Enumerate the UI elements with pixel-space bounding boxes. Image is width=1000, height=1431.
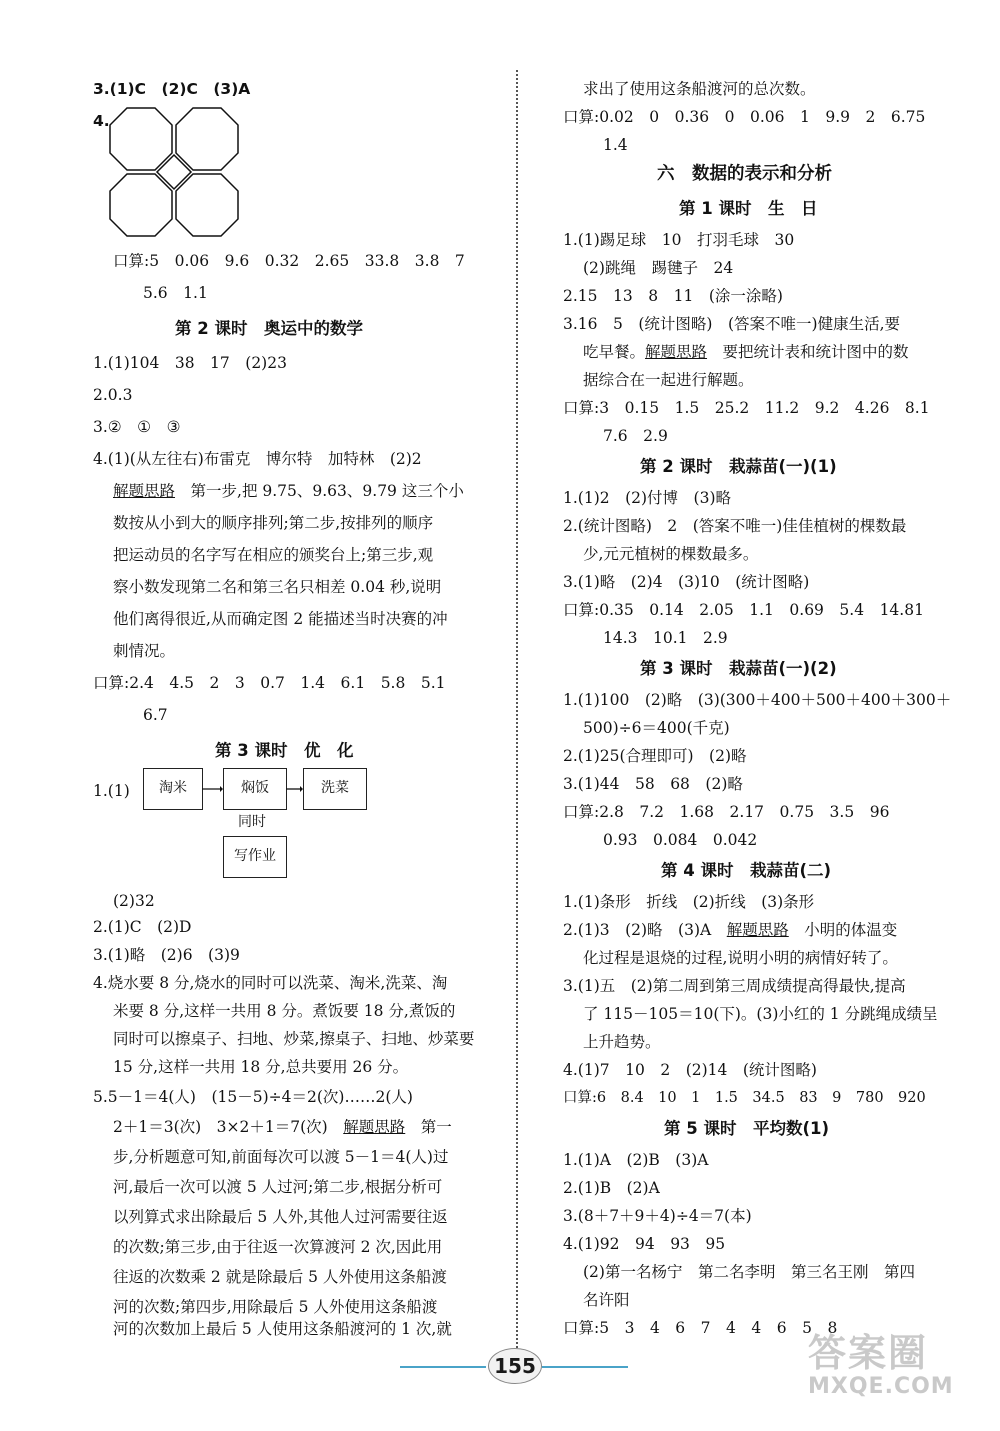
l3-q5-line2 (113, 1116, 452, 1138)
r3-oral-b: 0.93 0.084 0.042 (603, 831, 758, 849)
flow-arrows (200, 780, 310, 800)
l3-q4-line1: 4.烧水要 8 分,烧水的同时可以洗菜、淘米,洗菜、淘 (93, 974, 448, 992)
unit-6-title: 六 数据的表示和分析 (657, 164, 832, 184)
hint-text: 小明的体温变 (804, 921, 898, 939)
lesson-3-title: 第 3 课时 优 化 (215, 741, 354, 760)
l3-q5-line3: 步,分析题意可知,前面每次可以渡 5－1＝4(人)过 (113, 1148, 449, 1166)
r2-q2a: 2.(统计图略) 2 (答案不唯一)佳佳植树的棵数最 (563, 517, 907, 535)
r4-q2-text: 2.(1)3 (2)略 (3)A (563, 921, 712, 939)
r3-q2: 2.(1)25(合理即可) (2)略 (563, 747, 747, 765)
l3-q2: 2.(1)C (2)D (93, 918, 192, 936)
l2-hint-line1 (113, 480, 464, 502)
r2-q1: 1.(1)2 (2)付博 (3)略 (563, 489, 732, 507)
r-oral-0b: 1.4 (603, 136, 628, 154)
watermark-logo (808, 1332, 954, 1400)
l3-q5-line5: 以列算式求出除最后 5 人外,其他人过河需要往返 (113, 1208, 448, 1226)
l2-hint-line3: 把运动员的名字写在相应的颁奖台上;第三步,观 (113, 546, 434, 564)
l3-q5-calc: 2＋1＝3(次) 3×2＋1＝7(次) (113, 1118, 328, 1136)
r1-q3c: 据综合在一起进行解题。 (583, 371, 754, 389)
l2-q1: 1.(1)104 38 17 (2)23 (93, 354, 287, 372)
footer-line-left (400, 1366, 486, 1368)
flow-box-cook-rice: 焖饭 (223, 768, 287, 810)
r4-oral: 口算:6 8.4 10 1 1.5 34.5 83 9 780 920 (563, 1090, 926, 1106)
r4-q3b: 了 115－105＝10(下)。(3)小红的 1 分跳绳成绩呈 (583, 1005, 938, 1023)
hint-text: 要把统计表和统计图中的数 (722, 343, 909, 361)
oral-calc-2b: 6.7 (143, 706, 168, 724)
r5-oral: 口算:5 3 4 6 7 4 4 6 5 8 (563, 1319, 838, 1337)
r2-q2b: 少,元元植树的棵数最多。 (583, 545, 759, 563)
flow-box-wash-rice: 淘米 (143, 768, 203, 810)
l2-q4: 4.(1)(从左往右)布雷克 博尔特 加特林 (2)2 (93, 450, 422, 468)
column-divider (516, 70, 518, 1360)
r3-q1b: 500)÷6＝400(千克) (583, 719, 730, 737)
l2-hint-line5: 他们离得很近,从而确定图 2 能描述当时决赛的冲 (113, 610, 448, 628)
r-lesson-2-title: 第 2 课时 栽蒜苗(一)(1) (640, 457, 837, 476)
r5-q4c: 名许阳 (583, 1291, 630, 1309)
r3-oral-a: 口算:2.8 7.2 1.68 2.17 0.75 3.5 96 (563, 803, 890, 821)
r2-q3: 3.(1)略 (2)4 (3)10 (统计图略) (563, 573, 810, 591)
r1-oral-a: 口算:3 0.15 1.5 25.2 11.2 9.2 4.26 8.1 (563, 399, 930, 417)
l3-q5-line6: 的次数;第三步,由于往返一次算渡河 2 次,因此用 (113, 1238, 443, 1256)
watermark-line1: 答案圈 (808, 1331, 929, 1375)
r3-q3: 3.(1)44 58 68 (2)略 (563, 775, 743, 793)
hint-label: 解题思路 (726, 921, 789, 939)
r4-q3a: 3.(1)五 (2)第二周到第三周成绩提高得最快,提高 (563, 977, 906, 995)
flow-same-time-label: 同时 (238, 814, 266, 830)
r5-q1: 1.(1)A (2)B (3)A (563, 1151, 709, 1169)
r5-q2: 2.(1)B (2)A (563, 1179, 660, 1197)
footer-line-right (542, 1366, 628, 1368)
r4-q3c: 上升趋势。 (583, 1033, 661, 1051)
l3-q5-line9: 河的次数加上最后 5 人使用这条船渡河的 1 次,就 (113, 1320, 452, 1338)
l2-hint-line2: 数按从小到大的顺序排列;第二步,按排列的顺序 (113, 514, 434, 532)
r2-oral-a: 口算:0.35 0.14 2.05 1.1 0.69 5.4 14.81 (563, 601, 924, 619)
r-lesson-4-title: 第 4 课时 栽蒜苗(二) (661, 861, 832, 880)
r5-q4a: 4.(1)92 94 93 95 (563, 1235, 726, 1253)
l2-hint-line4: 察小数发现第二名和第三名只相差 0.04 秒,说明 (113, 578, 442, 596)
oral-calc-2a: 口算:2.4 4.5 2 3 0.7 1.4 6.1 5.8 5.1 (93, 674, 446, 692)
answer-l4-label: 4. (93, 112, 110, 130)
l2-q2: 2.0.3 (93, 386, 133, 404)
r3-q1a: 1.(1)100 (2)略 (3)(300＋400＋500＋400＋300＋ (563, 691, 952, 709)
r1-q1a: 1.(1)踢足球 10 打羽毛球 30 (563, 231, 795, 249)
r1-q2: 2.15 13 8 11 (涂一涂略) (563, 287, 783, 305)
r5-q3: 3.(8＋7＋9＋4)÷4＝7(本) (563, 1207, 752, 1225)
r4-q4: 4.(1)7 10 2 (2)14 (统计图略) (563, 1061, 817, 1079)
r-lesson-1-title: 第 1 课时 生 日 (679, 199, 818, 218)
hint-text: 第一 (420, 1118, 452, 1136)
r1-q1b: (2)跳绳 踢毽子 24 (583, 259, 734, 277)
hint-text: 第一步,把 9.75、9.63、9.79 这三个小 (190, 482, 464, 500)
flow-box-wash-vegetables: 洗菜 (303, 768, 367, 810)
r1-q3b (583, 341, 909, 363)
r-continuation: 求出了使用这条船渡河的总次数。 (583, 80, 816, 98)
l3-q3: 3.(1)略 (2)6 (3)9 (93, 946, 240, 964)
l3-q5-line4: 河,最后一次可以渡 5 人过河;第二步,根据分析可 (113, 1178, 443, 1196)
l3-q4-line2: 米要 8 分,这样一共用 8 分。煮饭要 18 分,煮饭的 (113, 1002, 456, 1020)
page-number: 155 (488, 1348, 542, 1384)
r2-oral-b: 14.3 10.1 2.9 (603, 629, 728, 647)
l2-q3: 3.② ① ③ (93, 418, 181, 436)
r-oral-0a: 口算:0.02 0 0.36 0 0.06 1 9.9 2 6.75 (563, 108, 926, 126)
oral-calc-1a: 口算:5 0.06 9.6 0.32 2.65 33.8 3.8 7 (113, 252, 465, 270)
l3-q4-line3: 同时可以擦桌子、扫地、炒菜,擦桌子、扫地、炒菜要 (113, 1030, 475, 1048)
watermark-line2: MXQE.COM (808, 1374, 954, 1399)
lesson-2-title: 第 2 课时 奥运中的数学 (175, 319, 363, 338)
r1-q3a: 3.16 5 (统计图略) (答案不唯一)健康生活,要 (563, 315, 900, 333)
l3-q5-line7: 往返的次数乘 2 就是除最后 5 人外使用这条船渡 (113, 1268, 447, 1286)
octagon-figure (108, 106, 240, 238)
l3-q1-2: (2)32 (113, 892, 155, 910)
r4-q2b: 化过程是退烧的过程,说明小明的病情好转了。 (583, 949, 898, 967)
l3-q1-label: 1.(1) (93, 782, 130, 800)
r1-oral-b: 7.6 2.9 (603, 427, 668, 445)
flow-box-homework: 写作业 (223, 836, 287, 878)
r5-q4b: (2)第一名杨宁 第二名李明 第三名王刚 第四 (583, 1263, 915, 1281)
r4-q2a (563, 919, 897, 941)
oral-calc-1b: 5.6 1.1 (143, 284, 208, 302)
hint-label: 解题思路 (343, 1118, 406, 1136)
hint-label: 解题思路 (645, 343, 708, 361)
r1-q3-text: 吃早餐。 (583, 343, 646, 361)
hint-label: 解题思路 (113, 482, 176, 500)
l3-q4-line4: 15 分,这样一共用 18 分,总共要用 26 分。 (113, 1058, 409, 1076)
answer-l3: 3.(1)C (2)C (3)A (93, 80, 251, 98)
l3-q5-line1: 5.5－1＝4(人) (15－5)÷4＝2(次)……2(人) (93, 1088, 413, 1106)
r4-q1: 1.(1)条形 折线 (2)折线 (3)条形 (563, 893, 815, 911)
l3-q5-line8: 河的次数;第四步,用除最后 5 人外使用这条船渡 (113, 1298, 438, 1316)
r-lesson-3-title: 第 3 课时 栽蒜苗(一)(2) (640, 659, 837, 678)
r-lesson-5-title: 第 5 课时 平均数(1) (664, 1119, 830, 1138)
l2-hint-line6: 刺情况。 (113, 642, 176, 660)
